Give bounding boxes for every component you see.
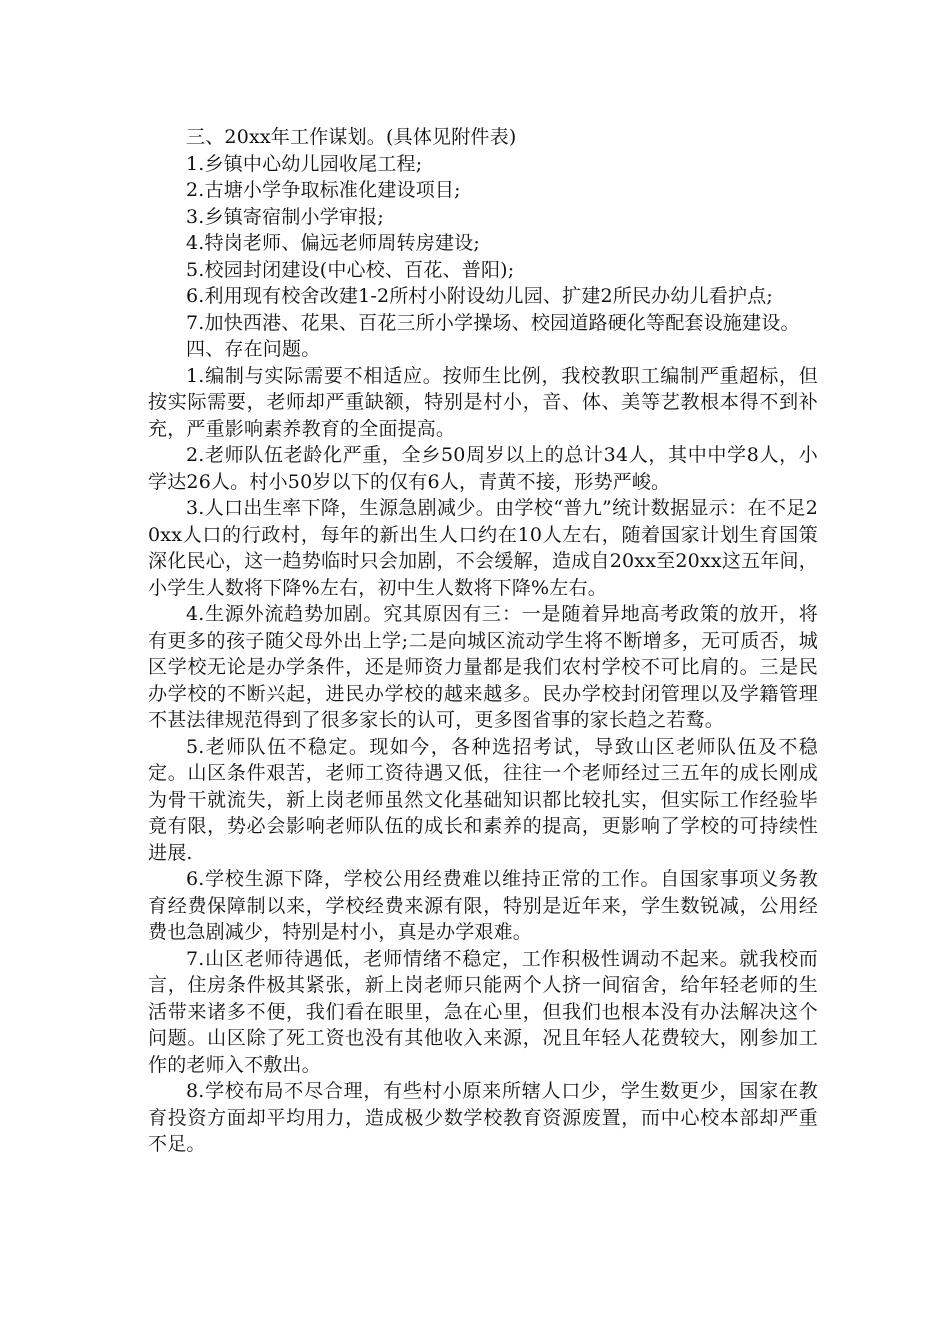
problem-item-5: 5.老师队伍不稳定。现如今，各种选招考试，导致山区老师队伍及不稳定。山区条件艰苦，老师工资待遇又低，往往一个老师经过三五年的成长刚成为骨干就流失，新上岗老师虽然文化基础知识都比较扎实，但实际工作经验毕竟有限，势必会影响老师队伍的成长和素养的提高，更影响了学校的可持续性进展. bbox=[148, 735, 818, 864]
plan-item-4: 4.特岗老师、偏远老师周转房建设; bbox=[186, 232, 480, 254]
problem-item-8: 8.学校布局不尽合理，有些村小原来所辖人口少，学生数更少，国家在教育投资方面却平均用力，造成极少数学校教育资源废置，而中心校本部却严重不足。 bbox=[148, 1080, 818, 1155]
section-heading-problems: 四、存在问题。 bbox=[186, 338, 321, 360]
problem-item-3: 3.人口出生率下降，生源急剧减少。由学校“普九”统计数据显示：在不足20xx人口的行政村，每年的新出生人口约在10人左右，随着国家计划生育国策深化民心，这一趋势临时只会加剧，不会缓解，造成自20xx至20xx这五年间，小学生人数将下降%左右，初中生人数将下降%左右。 bbox=[148, 497, 818, 599]
section-heading-work-plan: 三、20xx年工作谋划。(具体见附件表) bbox=[186, 126, 517, 148]
plan-item-7: 7.加快西港、花果、百花三所小学操场、校园道路硬化等配套设施建设。 bbox=[186, 311, 800, 334]
plan-item-1: 1.乡镇中心幼儿园收尾工程; bbox=[186, 152, 423, 175]
problem-item-1: 1.编制与实际需要不相适应。按师生比例，我校教职工编制严重超标，但按实际需要，老师却严重缺额，特别是村小，音、体、美等艺教根本得不到补充，严重影响素养教育的全面提高。 bbox=[148, 364, 818, 440]
problem-item-4: 4.生源外流趋势加剧。究其原因有三：一是随着异地高考政策的放开，将有更多的孩子随父母外出上学;二是向城区流动学生将不断增多，无可质否，城区学校无论是办学条件，还是师资力量都是我们农村学校不可比肩的。三是民办学校的不断兴起，进民办学校的越来越多。民办学校封闭管理以及学籍管理不甚法律规范得到了很多家长的认可，更多图省事的家长趋之若鹜。 bbox=[148, 603, 818, 731]
plan-item-6: 6.利用现有校舍改建1-2所村小附设幼儿园、扩建2所民办幼儿看护点; bbox=[186, 285, 774, 307]
plan-item-3: 3.乡镇寄宿制小学审报; bbox=[186, 205, 384, 228]
plan-item-2: 2.古塘小学争取标准化建设项目; bbox=[186, 179, 461, 201]
problem-item-2: 2.老师队伍老龄化严重，全乡50周岁以上的总计34人，其中中学8人，小学达26人。村小50岁以下的仅有6人，青黄不接，形势严峻。 bbox=[148, 444, 818, 493]
problem-item-6: 6.学校生源下降，学校公用经费难以维持正常的工作。自国家事项义务教育经费保障制以来，学校经费来源有限，特别是近年来，学生数锐减，公用经费也急剧减少，特别是村小，真是办学艰难。 bbox=[148, 868, 818, 943]
problem-item-7: 7.山区老师待遇低，老师情绪不稳定，工作积极性调动不起来。就我校而言，住房条件极其紧张，新上岗老师只能两个人挤一间宿舍，给年轻老师的生活带来诸多不便，我们看在眼里，急在心里，但我们也根本没有办法解决这个问题。山区除了死工资也没有其他收入来源，况且年轻人花费较大，刚参加工作的老师入不敷出。 bbox=[148, 947, 818, 1076]
document-body bbox=[148, 124, 818, 1158]
plan-item-5: 5.校园封闭建设(中心校、百花、普阳); bbox=[186, 258, 515, 281]
